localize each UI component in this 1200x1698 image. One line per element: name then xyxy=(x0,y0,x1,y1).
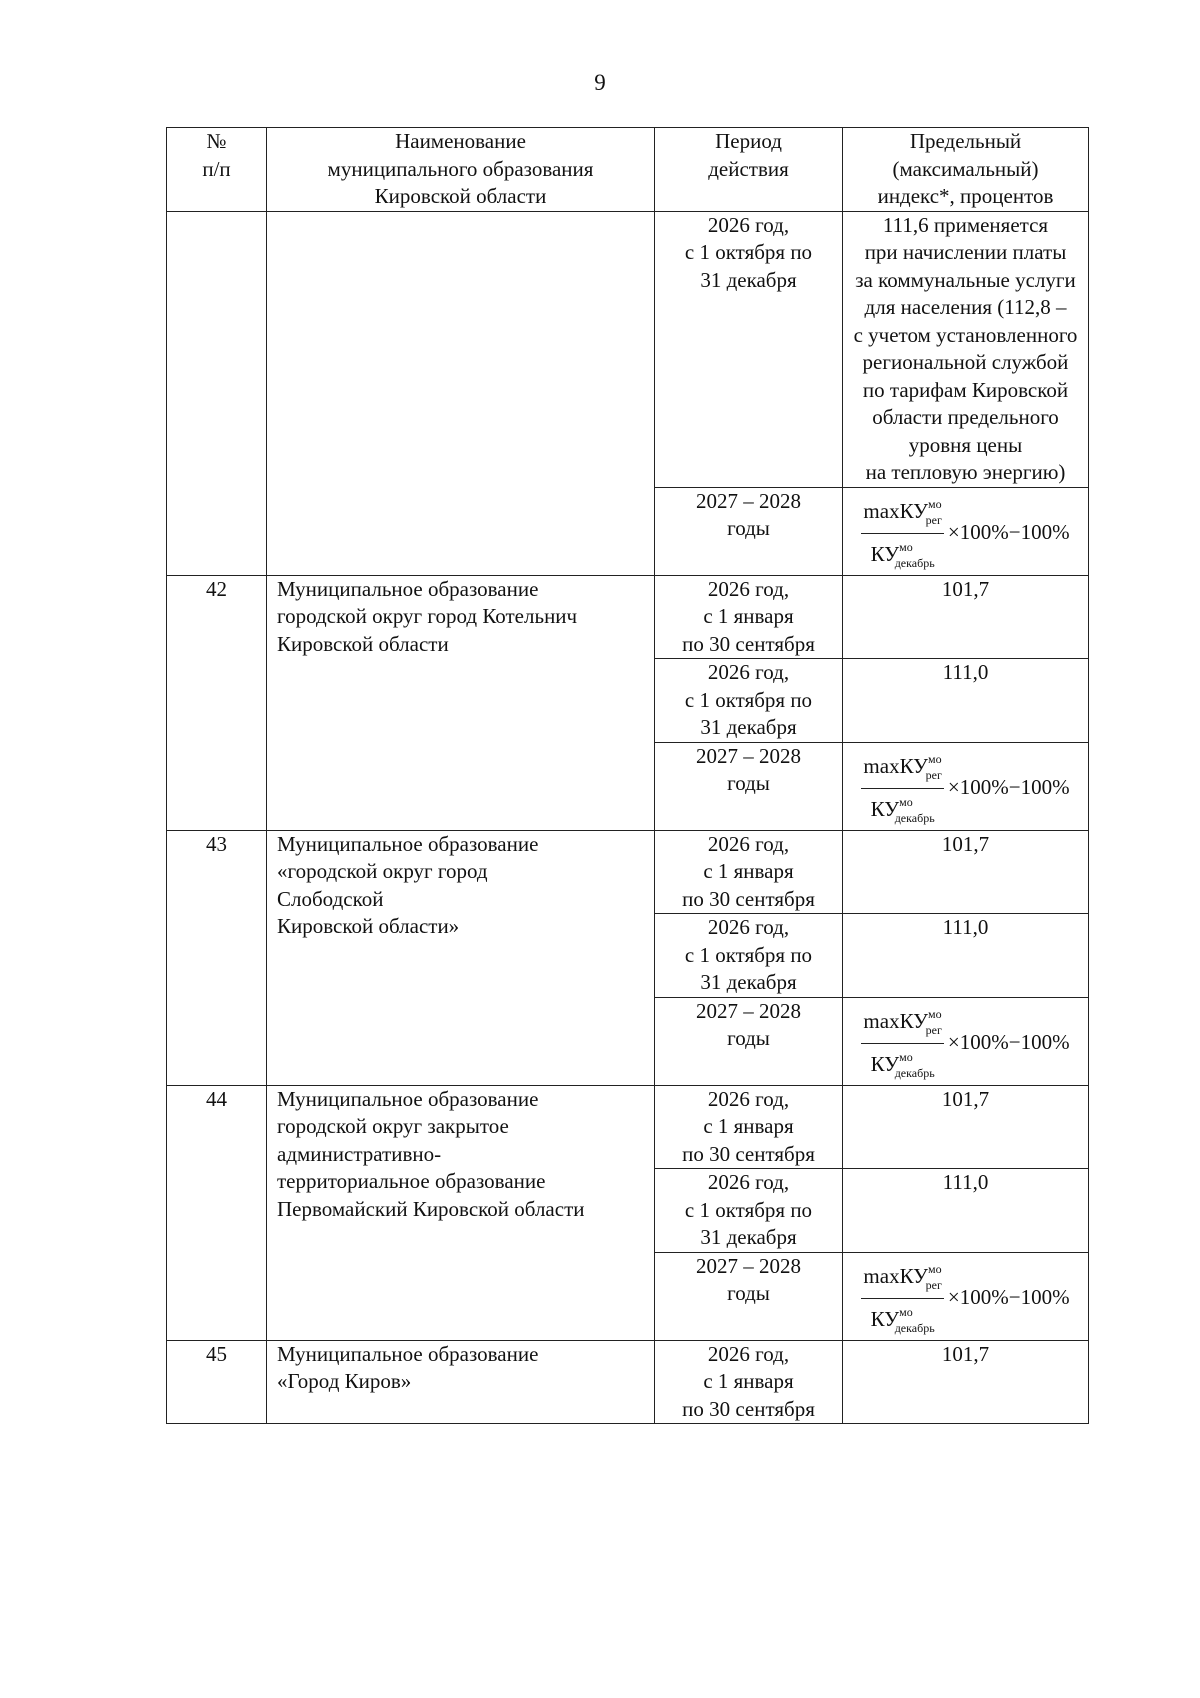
row-number: 44 xyxy=(167,1085,267,1340)
period-cell: 2027 – 2028 годы xyxy=(655,1252,843,1340)
formula-rest: ×100%−100% xyxy=(947,775,1070,800)
index-cell: 101,7 xyxy=(843,830,1089,914)
formula-num-main: maxКУ xyxy=(863,498,929,523)
header-period: Период действия xyxy=(655,128,843,212)
formula-den-sup: мо xyxy=(899,539,913,554)
formula-den-main: КУ xyxy=(870,541,900,566)
period-cell: 2027 – 2028 годы xyxy=(655,742,843,830)
formula-rest: ×100%−100% xyxy=(947,1030,1070,1055)
row-number: 42 xyxy=(167,575,267,830)
period-cell: 2026 год, с 1 октября по 31 декабря xyxy=(655,211,843,487)
index-formula xyxy=(846,488,1085,575)
formula-den-sub: декабрь xyxy=(894,810,935,825)
formula-num-sub: рег xyxy=(925,1277,942,1292)
municipality-name xyxy=(267,211,655,575)
formula-num-main: maxКУ xyxy=(863,753,929,778)
period-cell: 2026 год, с 1 октября по 31 декабря xyxy=(655,914,843,998)
index-cell: 111,0 xyxy=(843,914,1089,998)
index-cell xyxy=(843,1252,1089,1340)
index-formula xyxy=(846,1253,1085,1340)
period-cell: 2026 год, с 1 октября по 31 декабря xyxy=(655,1169,843,1253)
table-row xyxy=(167,830,1089,914)
table-row xyxy=(167,575,1089,659)
formula-denominator xyxy=(869,1299,937,1340)
index-cell: 101,7 xyxy=(843,1085,1089,1169)
formula-denominator xyxy=(869,789,937,830)
row-number: 45 xyxy=(167,1340,267,1424)
table-header-row xyxy=(167,128,1089,212)
formula-numerator xyxy=(861,1257,943,1299)
row-number xyxy=(167,211,267,575)
index-cell: 111,0 xyxy=(843,1169,1089,1253)
formula-den-main: КУ xyxy=(870,1306,900,1331)
period-cell: 2026 год, с 1 января по 30 сентября xyxy=(655,1340,843,1424)
formula-num-sup: мо xyxy=(928,1261,942,1276)
header-num: № п/п xyxy=(167,128,267,212)
period-cell: 2027 – 2028 годы xyxy=(655,487,843,575)
index-cell: 101,7 xyxy=(843,1340,1089,1424)
header-index: Предельный (максимальный) индекс*, процентов xyxy=(843,128,1089,212)
formula-numerator xyxy=(861,747,943,789)
formula-den-main: КУ xyxy=(870,1051,900,1076)
formula-fraction xyxy=(861,492,943,575)
municipality-name: Муниципальное образование городской округ город Котельнич Кировской области xyxy=(267,575,655,830)
formula-denominator xyxy=(869,1044,937,1085)
formula-num-main: maxКУ xyxy=(863,1263,929,1288)
formula-den-sub: декабрь xyxy=(894,1065,935,1080)
period-cell: 2027 – 2028 годы xyxy=(655,997,843,1085)
municipality-name: Муниципальное образование городской округ закрытое административно- территориальное образование Первомайский Кировской области xyxy=(267,1085,655,1340)
formula-num-sup: мо xyxy=(928,496,942,511)
formula-den-sub: декабрь xyxy=(894,555,935,570)
formula-rest: ×100%−100% xyxy=(947,1285,1070,1310)
formula-den-sup: мо xyxy=(899,794,913,809)
formula-fraction xyxy=(861,747,943,830)
formula-fraction xyxy=(861,1002,943,1085)
page-number: 9 xyxy=(594,70,606,95)
index-cell xyxy=(843,997,1089,1085)
index-cell: 101,7 xyxy=(843,575,1089,659)
table-row xyxy=(167,1340,1089,1424)
formula-num-sub: рег xyxy=(925,767,942,782)
index-cell xyxy=(843,487,1089,575)
formula-num-main: maxКУ xyxy=(863,1008,929,1033)
formula-num-sub: рег xyxy=(925,1022,942,1037)
index-cell: 111,6 применяется при начислении платы за коммунальные услуги для населения (112,8 – с учетом установленного региональной службой по тарифам Кировской области предельного уровня цены на тепловую энергию) xyxy=(843,211,1089,487)
formula-num-sup: мо xyxy=(928,751,942,766)
municipality-name: Муниципальное образование «городской округ город Слободской Кировской области» xyxy=(267,830,655,1085)
formula-numerator xyxy=(861,1002,943,1044)
formula-den-main: КУ xyxy=(870,796,900,821)
formula-num-sup: мо xyxy=(928,1006,942,1021)
period-cell: 2026 год, с 1 октября по 31 декабря xyxy=(655,659,843,743)
municipality-name: Муниципальное образование «Город Киров» xyxy=(267,1340,655,1424)
formula-rest: ×100%−100% xyxy=(947,520,1070,545)
table-row xyxy=(167,211,1089,487)
index-formula xyxy=(846,743,1085,830)
formula-denominator xyxy=(869,534,937,575)
period-cell: 2026 год, с 1 января по 30 сентября xyxy=(655,1085,843,1169)
tariff-index-table xyxy=(166,127,1089,1424)
header-name: Наименование муниципального образования Кировской области xyxy=(267,128,655,212)
index-cell: 111,0 xyxy=(843,659,1089,743)
row-number: 43 xyxy=(167,830,267,1085)
table-body xyxy=(167,211,1089,1424)
formula-den-sub: декабрь xyxy=(894,1320,935,1335)
formula-num-sub: рег xyxy=(925,512,942,527)
period-cell: 2026 год, с 1 января по 30 сентября xyxy=(655,575,843,659)
formula-den-sup: мо xyxy=(899,1049,913,1064)
table-row xyxy=(167,1085,1089,1169)
index-formula xyxy=(846,998,1085,1085)
formula-numerator xyxy=(861,492,943,534)
period-cell: 2026 год, с 1 января по 30 сентября xyxy=(655,830,843,914)
formula-fraction xyxy=(861,1257,943,1340)
formula-den-sup: мо xyxy=(899,1304,913,1319)
index-cell xyxy=(843,742,1089,830)
